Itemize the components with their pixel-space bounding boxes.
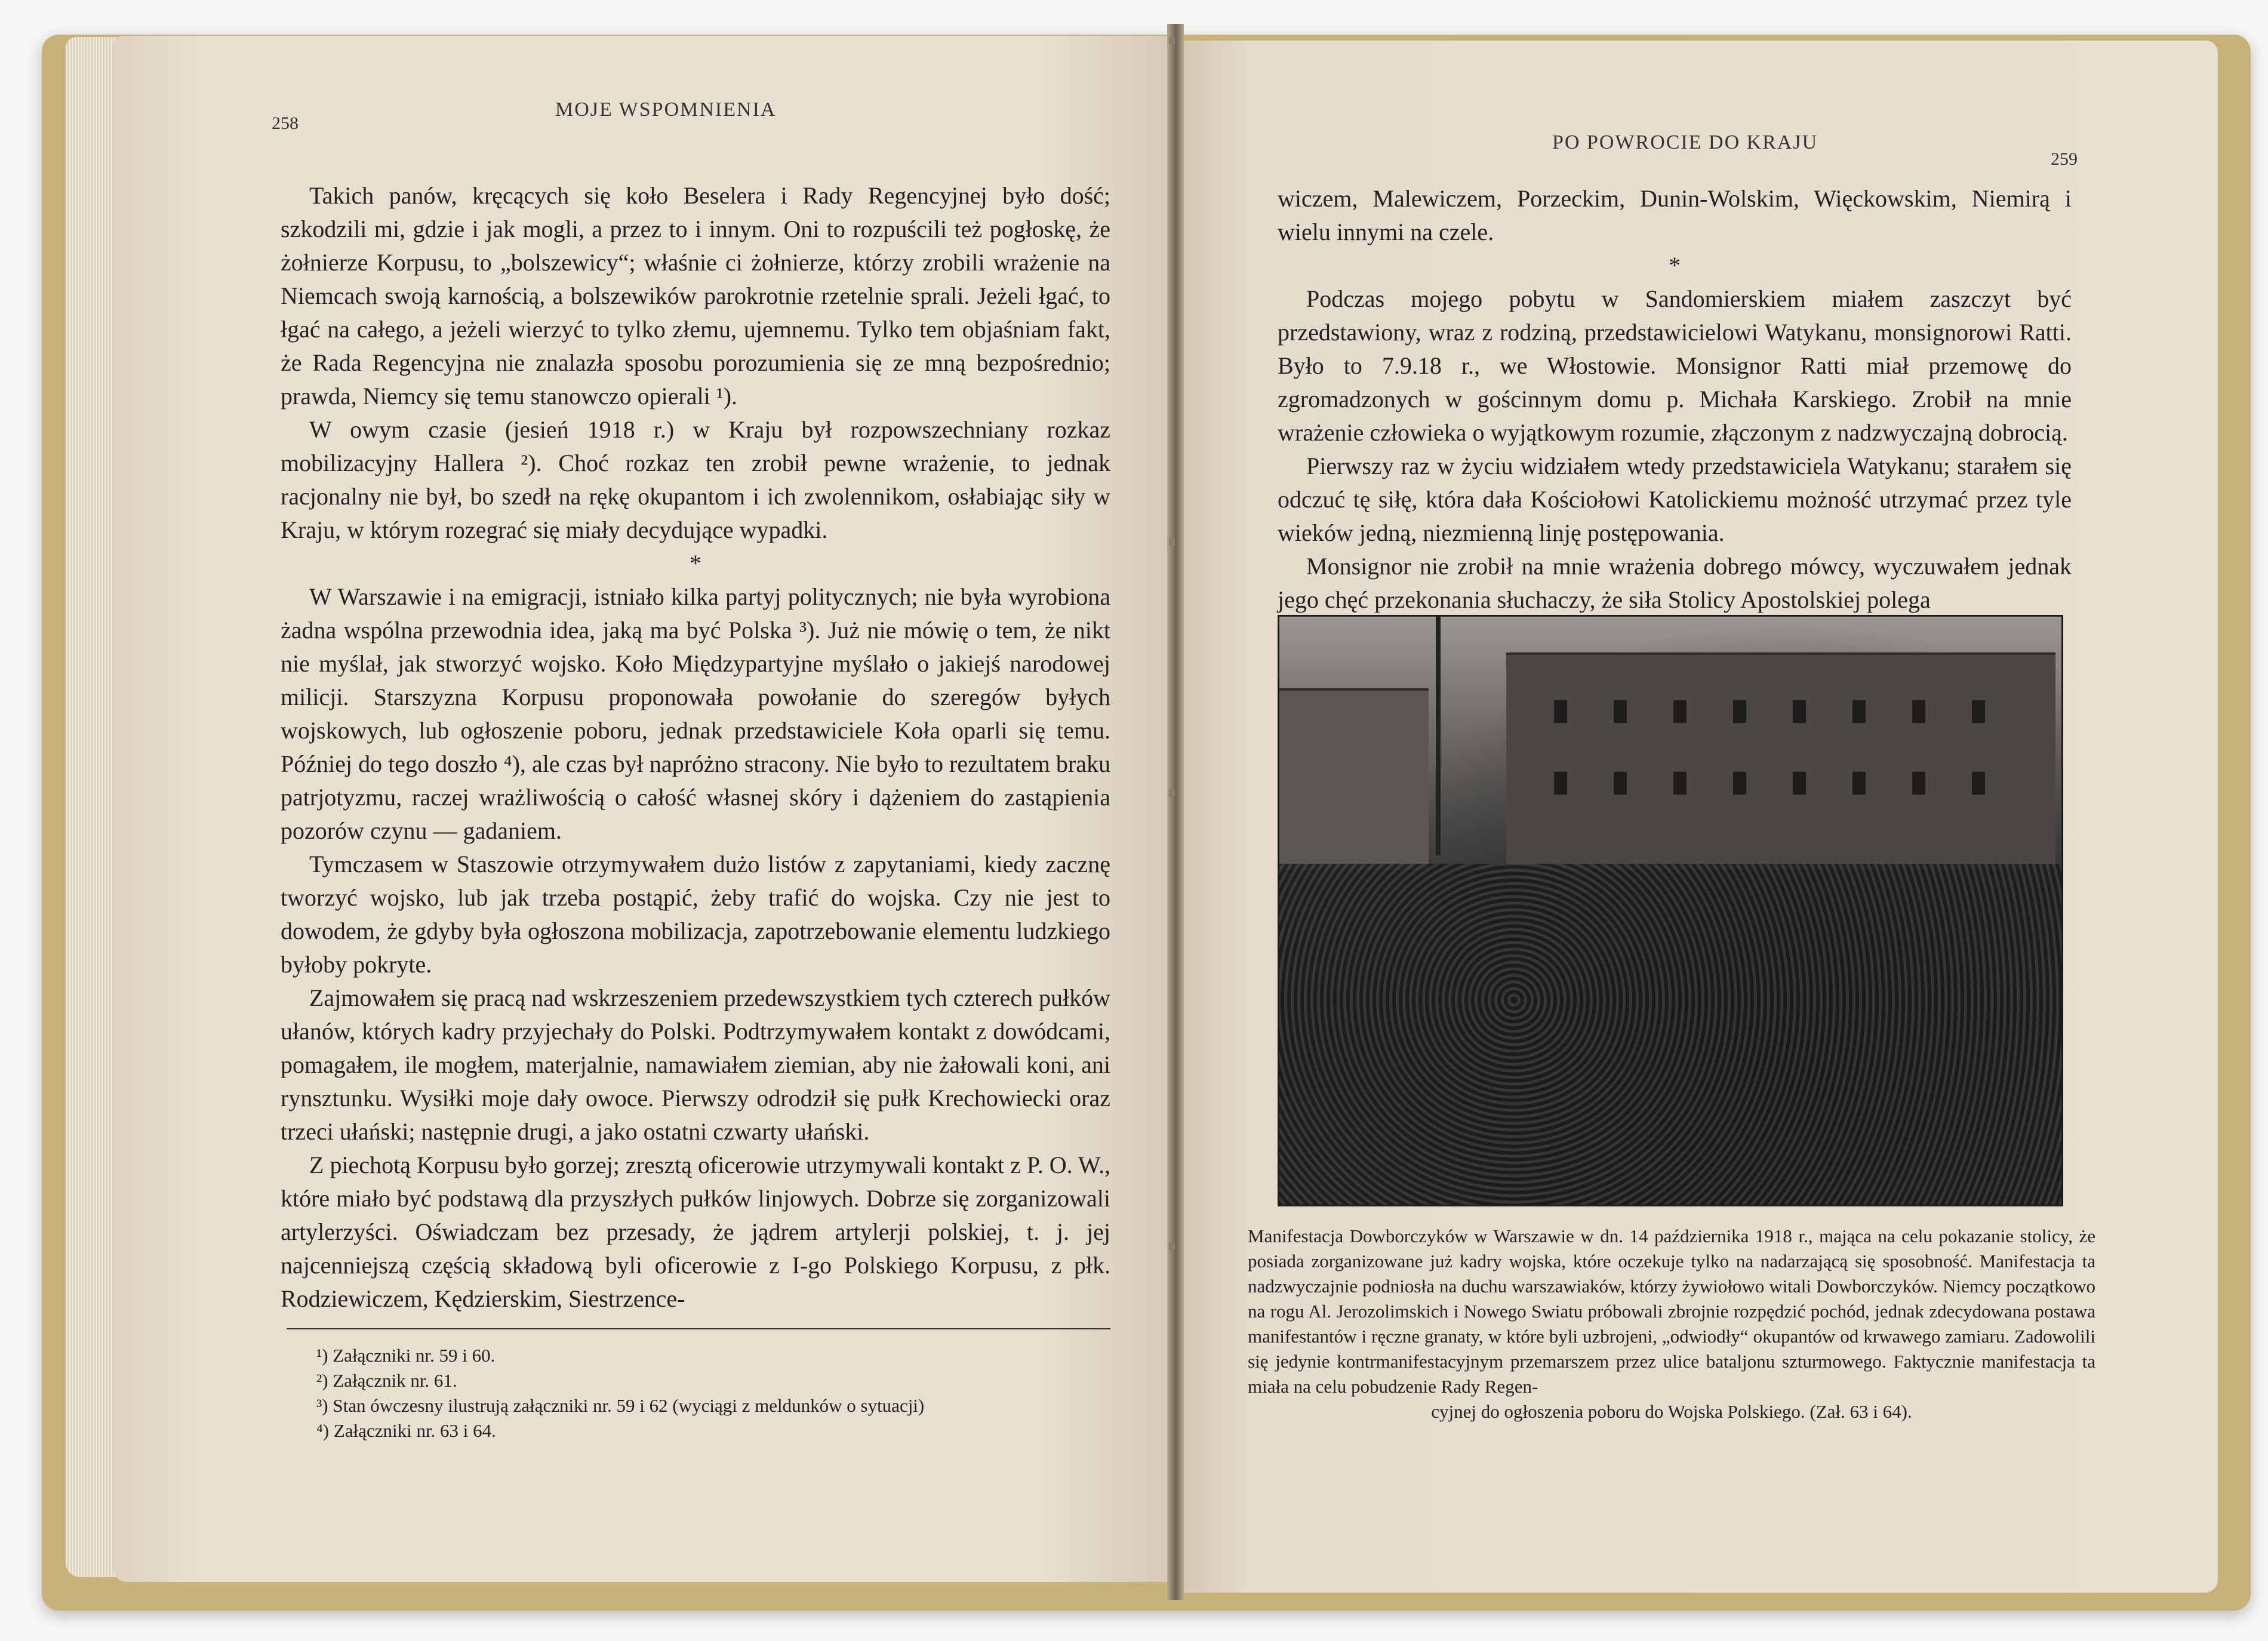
paragraph: Zajmowałem się pracą nad wskrzeszeniem przedewszystkiem tych czterech pułków ułanów, których kadry przyjechały do Polski. Podtrzymywałem kontakt z dowódcami, pomagałem, ile mogłem, materjalnie, namawiałem ziemian, aby nie żałowali koni, ani rynsztunku. Wysiłki moje dały owoce. Pierwszy odrodził się pułk Krechowiecki oraz trzeci ułański; następnie drugi, a jako ostatni czwarty ułański. [281,984,1110,1145]
paragraph-continuation: wiczem, Malewiczem, Porzeckim, Dunin-Wolskim, Więckowskim, Niemirą i wielu innymi na czele. [1278,185,2072,245]
left-body [281,179,1110,1316]
paragraph: Z piechotą Korpusu było gorzej; zresztą oficerowie utrzymywali kontakt z P. O. W., które miało być podstawą dla przyszłych pułków linjowych. Dobrze się zorganizowali artylerzyści. Oświadczam bez przesady, że jądrem artylerji polskiej, t. j. jej najcenniejszą częścią składową byli oficerowie z I-go Polskiego Korpusu, z płk. Rodziewiczem, Kędzierskim, Siestrzence- [281,1152,1110,1312]
paragraph: Pierwszy raz w życiu widziałem wtedy przedstawiciela Watykanu; starałem się odczuć tę siłę, która dała Kościołowi Katolickiemu możność utrzymać przez tyle wieków jedną, niezmienną linję postępowania. [1278,452,2072,546]
left-page-number: 258 [272,113,298,133]
book-gutter [1167,24,1184,1600]
left-running-head: MOJE WSPOMNIENIA [555,98,777,121]
footnotes [316,1343,924,1443]
paragraph: Takich panów, kręcących się koło Beselera i Rady Regencyjnej było dość; szkodzili mi, gdzie i jak mogli, a przez to i innym. Oni to rozpuścili też pogłoskę, że żołnierze Korpusu, to „bolszewicy“; właśnie ci żołnierze, którzy zrobili wrażenie na Niemcach swoją karnością, a bolszewików parokrotnie rzetelnie sprali. Jeżeli łgać, to łgać na całego, a jeżeli wierzyć to tylko złemu, ujemnemu. Tylko tem objaśniam fakt, że Rada Regencyjna nie znalazła sposobu porozumienia się ze mną bezpośrednio; prawda, Niemcy się temu stanowczo opierali ¹). [281,182,1110,410]
photo-window [1554,772,1567,795]
right-page-number: 259 [2051,149,2078,169]
paragraph: W owym czasie (jesień 1918 r.) w Kraju był rozpowszechniany rozkaz mobilizacyjny Hallera ²). Choć rozkaz ten zrobił pewne wrażenie, to jednak racjonalny nie był, bo szedł na rękę okupantom i ich zwolennikom, osłabiając siły w Kraju, w którym rozegrać się miały decydujące wypadki. [281,416,1110,543]
photo-window [1972,772,1985,795]
photo-crowd [1279,864,2061,1205]
photo-lamppost [1436,617,1441,855]
photo-window [1614,700,1627,723]
footnote: ¹) Załączniki nr. 59 i 60. [316,1345,496,1366]
binding-thread [1169,1242,1175,1251]
photo-window [1733,772,1746,795]
page-edges [66,37,119,1577]
photograph-manifestation [1278,615,2063,1206]
photo-window [1852,700,1866,723]
binding-thread [1169,788,1175,798]
right-body [1278,182,2072,617]
footnote: ³) Stan ówczesny ilustrują załączniki nr. 59 i 62 (wyciągi z meldunków o sytuacji) [316,1395,925,1416]
footnote-rule [287,1328,1110,1329]
right-running-head: PO POWROCIE DO KRAJU [1552,131,1818,153]
section-separator: * [1669,252,1681,279]
photo-window [1733,700,1746,723]
paragraph: Tymczasem w Staszowie otrzymywałem dużo listów z zapytaniami, kiedy zacznę tworzyć wojsko, lub jak trzeba postąpić, żeby trafić do wojska. Czy nie jest to dowodem, że gdyby była ogłoszona mobilizacja, zapotrzebowanie elementu ludzkiego byłoby pokryte. [281,851,1110,978]
paragraph: Podczas mojego pobytu w Sandomierskiem miałem zaszczyt być przedstawiony, wraz z rodziną, przedstawicielowi Watykanu, monsignorowi Ratti. Było to 7.9.18 r., we Włostowie. Monsignor Ratti miał przemowę do zgromadzonych w gościnnym domu p. Michała Karskiego. Zrobił na mnie wrażenie człowieka o wyjątkowym rozumie, złączonym z nadzwyczajną dobrocią. [1278,285,2072,446]
photo-buildings [1279,688,1429,870]
footnote: ⁴) Załączniki nr. 63 i 64. [316,1420,496,1441]
photo-window [1852,772,1866,795]
footnote: ²) Załącznik nr. 61. [316,1370,457,1391]
photo-window [1554,700,1567,723]
binding-thread [1169,537,1175,547]
paragraph: W Warszawie i na emigracji, istniało kilka partyj politycznych; nie była wyrobiona żadna wspólna przewodnia idea, jaką ma być Polska ³). Już nie mówię o tem, że nikt nie myślał, jak stworzyć wojsko. Koło Międzypartyjne myślało o jakiejś narodowej milicji. Starszyzna Korpusu proponowała powołanie do szeregów byłych wojskowych, lub ogłoszenie poboru, jednak przedstawiciele Koła oparli się temu. Później do tego doszło ⁴), ale czas był napróżno stracony. Nie było to rezultatem braku patrjotyzmu, raczej wrażliwością o całość własnej skóry i dążeniem do zastąpienia pozorów czynu — gadaniem. [281,583,1110,844]
photo-window [1912,700,1925,723]
photo-caption [1248,1224,2095,1424]
photo-window [1793,772,1806,795]
photo-window [1793,700,1806,723]
photo-buildings [1506,652,2055,870]
photo-window [1614,772,1627,795]
paragraph: Monsignor nie zrobił na mnie wrażenia dobrego mówcy, wyczuwałem jednak jego chęć przekonania słuchaczy, że siła Stolicy Apostolskiej polega [1278,553,2072,613]
binding-thread [1169,36,1175,45]
caption-text-last: cyjnej do ogłoszenia poboru do Wojska Polskiego. (Zał. 63 i 64). [1431,1401,1912,1422]
caption-text: Manifestacja Dowborczyków w Warszawie w dn. 14 października 1918 r., mająca na celu pokazanie stolicy, że posiada zorganizowane już kadry wojska, które oczekuje tylko na nadarzającą się sposobność. Manifestacja ta nadzwyczajnie podniosła na duchu warszawiaków, którzy żywiołowo witali Dowborczyków. Niemcy początkowo na rogu Al. Jerozolimskich i Nowego Swiatu próbowali zbrojnie rozpędzić pochód, jednak zdecydowana postawa manifestantów i ręczne granaty, w które byli uzbrojeni, „odwiodły“ okupantów od krwawego zamiaru. Zadowolili się jedynie kontrmanifestacyjnym przemarszem przez ulice bataljonu szturmowego. Faktycznie manifestacja ta miała na celu pobudzenie Rady Regen- [1248,1226,2095,1397]
photo-window [1972,700,1985,723]
section-separator: * [690,550,701,577]
photo-window [1673,772,1687,795]
photo-window [1673,700,1687,723]
photo-window [1912,772,1925,795]
